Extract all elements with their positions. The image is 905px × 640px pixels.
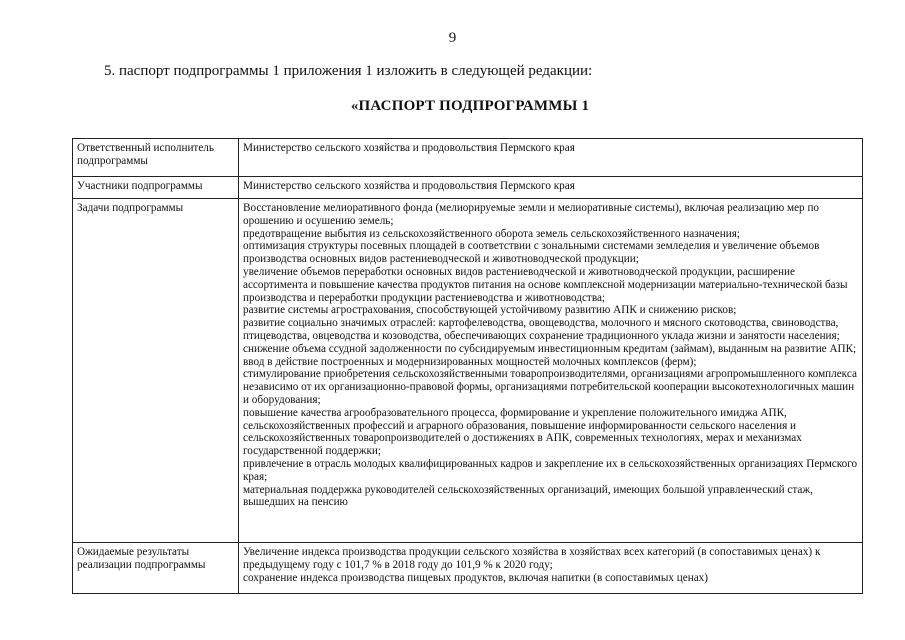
task-item: развитие социально значимых отраслей: картофелеводства, овощеводства, молочного и мясного скотоводства, свиноводства, птицеводства, овцеводства и козоводства, обеспечивающих сохранение традиционного уклада жизни и занятости населения;	[243, 317, 840, 342]
intro-text: 5. паспорт подпрограммы 1 приложения 1 изложить в следующей редакции:	[104, 63, 593, 79]
page-number: 9	[448, 30, 457, 46]
row-label: Задачи подпрограммы	[73, 199, 239, 543]
task-item: оптимизация структуры посевных площадей в соответствии с зональными системами земледелия и увеличение объемов производства основных видов растениеводческой и животноводческой продукции;	[243, 240, 820, 266]
table-row-tasks	[73, 199, 863, 543]
task-item: привлечение в отрасль молодых квалифицированных кадров и закрепление их в сельскохозяйственных организациях Пермского края;	[243, 457, 858, 483]
document-title: «ПАСПОРТ ПОДПРОГРАММЫ 1	[350, 98, 590, 114]
table-row-expected-results	[73, 543, 863, 594]
task-item: стимулирование приобретения сельскохозяйственными товаропроизводителями, организациями агропромышленного комплекса независимо от их организационно-правовой формы, организациями потребительской кооперации высокотехнологичных машин и оборудования;	[243, 368, 857, 406]
row-value: Министерство сельского хозяйства и продовольствия Пермского края	[239, 177, 863, 199]
task-item: Восстановление мелиоративного фонда (мелиорируемые земли и мелиоративные системы), включая реализацию мер по орошению и осушению земель;	[243, 202, 820, 227]
row-value: Министерство сельского хозяйства и продовольствия Пермского края	[239, 139, 863, 177]
row-value-list	[239, 543, 863, 594]
table-row-participants	[73, 177, 863, 199]
task-item: предотвращение выбытия из сельскохозяйственного оборота земель сельскохозяйственного назначения;	[243, 227, 740, 240]
result-item: сохранение индекса производства пищевых продуктов, включая напитки (в сопоставимых ценах)	[243, 571, 708, 584]
task-item: увеличение объемов переработки основных видов растениеводческой и животноводческой продукции, расширение ассортимента и повышение качества продуктов питания на основе комплексной модернизации материально-технической базы производства и переработки продукции растениеводства и животноводства;	[243, 265, 848, 304]
table-row-responsible-executor	[73, 139, 863, 177]
result-item: Увеличение индекса производства продукции сельского хозяйства в хозяйствах всех категорий (в сопоставимых ценах) к предыдущему году с 101,7 % в 2018 году до 101,9 % к 2020 году;	[243, 546, 821, 571]
row-label: Ответственный исполнитель подпрограммы	[73, 139, 239, 177]
task-item: материальная поддержка руководителей сельскохозяйственных организаций, имеющих большой управленческий стаж, вышедших на пенсию	[243, 483, 813, 509]
task-item: развитие системы агрострахования, способствующей устойчивому развитию АПК и снижению рисков;	[243, 304, 737, 317]
task-item: повышение качества агрообразовательного процесса, формирование и укрепление положительного имиджа АПК, сельскохозяйственных профессий и аграрного образования, повышение информированности сельского населения и сельскохозяйственных товаропроизводителей о достижениях в АПК, современных технологиях, мерах и механизмах государственной поддержки;	[243, 406, 802, 458]
row-label: Ожидаемые результаты реализации подпрограммы	[73, 543, 239, 594]
task-item: ввод в действие построенных и модернизированных мощностей молочных комплексов (ферм);	[243, 355, 697, 368]
passport-table	[72, 138, 863, 594]
row-value-list	[239, 199, 863, 543]
row-label: Участники подпрограммы	[73, 177, 239, 199]
task-item: снижение объема ссудной задолженности по субсидируемым инвестиционным кредитам (займам), выданным на развитие АПК;	[243, 342, 857, 355]
